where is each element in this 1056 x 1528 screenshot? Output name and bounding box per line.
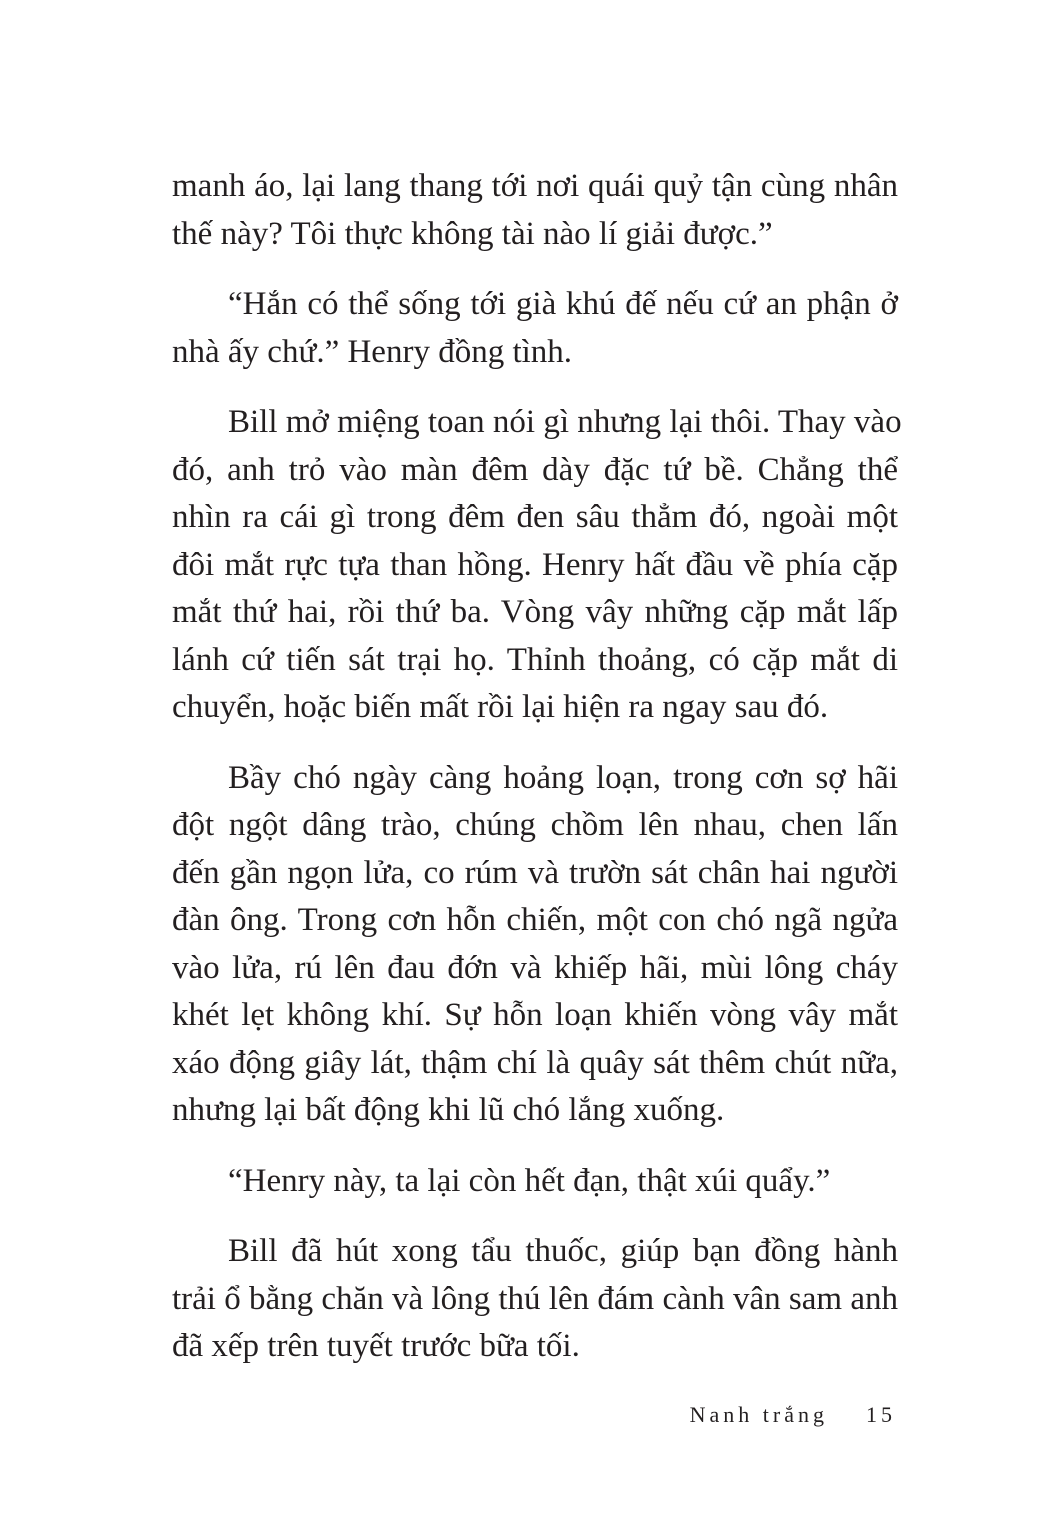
text-line: khét lẹt không khí. Sự hỗn loạn khiến vòng vây mắt	[172, 997, 898, 1033]
text-line: đến gần ngọn lửa, co rúm và trườn sát chân hai người	[172, 854, 898, 891]
text-line: đôi mắt rực tựa than hồng. Henry hất đầu về phía cặp	[172, 546, 898, 583]
text-line: đàn ông. Trong cơn hỗn chiến, một con chó ngã ngửa	[172, 902, 898, 938]
text-line: đó, anh trỏ vào màn đêm dày đặc tứ bề. Chẳng thể	[172, 451, 898, 488]
paragraph	[172, 755, 898, 1135]
text-line: vào lửa, rú lên đau đớn và khiếp hãi, mùi lông cháy	[172, 949, 898, 986]
body-text	[172, 163, 902, 1394]
text-line: manh áo, lại lang thang tới nơi quái quỷ tận cùng nhân	[172, 168, 898, 204]
paragraph	[172, 1228, 898, 1371]
text-line: mắt thứ hai, rồi thứ ba. Vòng vây những cặp mắt lấp	[172, 594, 898, 630]
text-line: “Hắn có thể sống tới già khú đế nếu cứ an phận ở	[228, 286, 898, 322]
text-line: nhà ấy chứ.” Henry đồng tình.	[172, 333, 573, 370]
text-line: nhìn ra cái gì trong đêm đen sâu thẳm đó, ngoài một	[172, 499, 898, 535]
text-line: Bill đã hút xong tẩu thuốc, giúp bạn đồng hành	[228, 1233, 898, 1269]
running-title: Nanh trắng	[689, 1402, 828, 1427]
text-line: đột ngột dâng trào, chúng chồm lên nhau, chen lấn	[172, 807, 898, 843]
page-footer	[690, 1402, 896, 1428]
text-line: xáo động giây lát, thậm chí là quây sát thêm chút nữa,	[172, 1044, 898, 1081]
paragraph	[172, 281, 898, 376]
text-line: trải ổ bằng chăn và lông thú lên đám cành vân sam anh	[172, 1280, 898, 1317]
page-number: 15	[866, 1402, 896, 1427]
paragraph	[172, 1158, 898, 1206]
text-line: Bill mở miệng toan nói gì nhưng lại thôi. Thay vào	[228, 404, 902, 440]
paragraph	[172, 399, 902, 732]
text-line: thế này? Tôi thực không tài nào lí giải được.”	[172, 215, 773, 252]
text-line: đã xếp trên tuyết trước bữa tối.	[172, 1328, 580, 1364]
paragraph	[172, 163, 898, 258]
text-line: nhưng lại bất động khi lũ chó lắng xuống.	[172, 1092, 725, 1128]
text-line: chuyển, hoặc biến mất rồi lại hiện ra ngay sau đó.	[172, 689, 829, 725]
text-line: Bầy chó ngày càng hoảng loạn, trong cơn sợ hãi	[228, 759, 898, 796]
text-line: lánh cứ tiến sát trại họ. Thỉnh thoảng, có cặp mắt di	[172, 641, 898, 678]
text-line: “Henry này, ta lại còn hết đạn, thật xúi quẩy.”	[228, 1162, 831, 1199]
